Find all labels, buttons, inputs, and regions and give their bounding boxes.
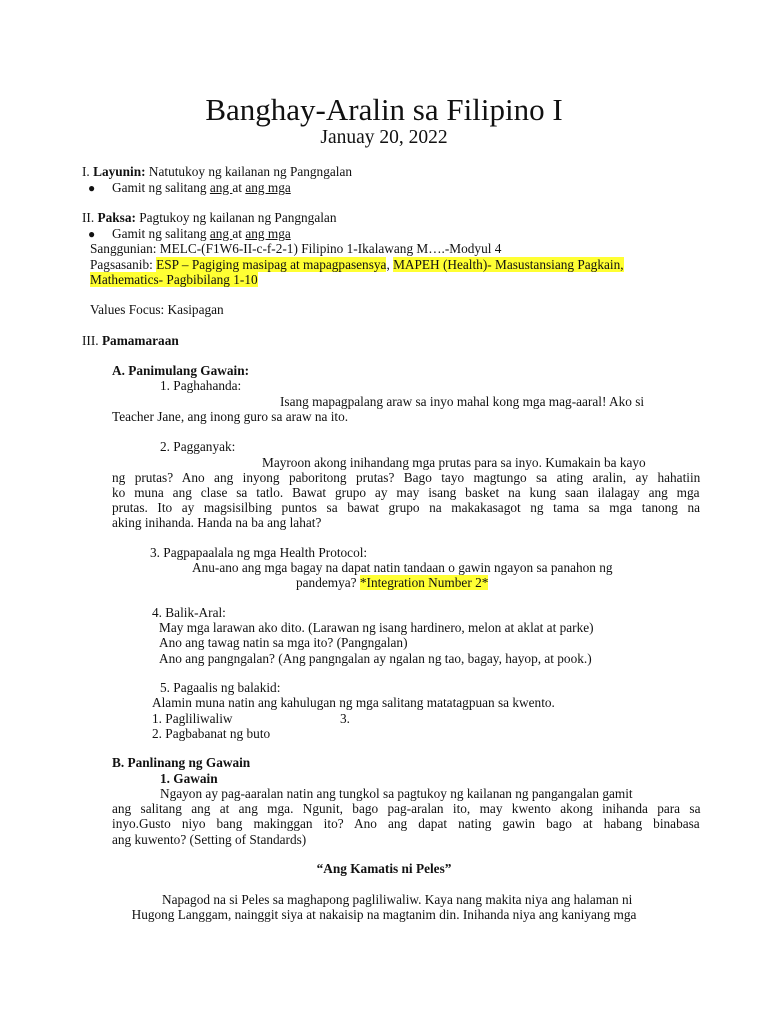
paghahanda-line-2: Teacher Jane, ang inong guro sa araw na ito. xyxy=(112,409,349,424)
paksa-label: Paksa: xyxy=(97,210,136,225)
panimulang-heading xyxy=(112,363,249,378)
balik-label: 4. Balik-Aral: xyxy=(152,605,226,620)
underlined-ang: ang xyxy=(209,226,233,241)
heading-text: A. Panimulang Gawain: xyxy=(112,363,250,378)
values-focus: Values Focus: Kasipagan xyxy=(90,302,224,317)
highlight-integration: *Integration Number 2* xyxy=(359,575,489,590)
pagganyak-line-3: ko muna ang clase sa tatlo. Bawat grupo ay may isang basket na kung saan ilalagay ang mga xyxy=(112,485,700,500)
pagaalis-item-3: 3. xyxy=(340,711,350,726)
pagaalis-item-2: 2. Pagbabanat ng buto xyxy=(152,726,271,741)
gawain-label-text: 1. Gawain xyxy=(160,771,218,786)
pamamaraan-label: Pamamaraan xyxy=(101,333,179,348)
pagganyak-line-2: ng prutas? Ano ang inyong paboritong prutas? Bago tayo magtungo sa ating aralin, ay hahatiin xyxy=(112,470,701,485)
pagaalis-line-1: Alamin muna natin ang kahulugan ng mga salitang matatagpuan sa kwento. xyxy=(152,695,555,710)
health-label: 3. Pagpapaalala ng mga Health Protocol: xyxy=(150,545,368,560)
pagganyak-label: 2. Pagganyak: xyxy=(160,439,236,454)
pagganyak-line-5: aking inihanda. Handa na ba ang lahat? xyxy=(112,515,322,530)
story-line-2: Hugong Langgam, nainggit siya at nakaisip na magtanim din. Inihanda niya ang kaniyang mga xyxy=(131,907,637,922)
bullet-icon: ● xyxy=(88,227,96,241)
bullet-text: Gamit ng salitang xyxy=(112,226,210,241)
highlight-mapeh: MAPEH (Health)- Masustansiang Pagkain, xyxy=(393,257,624,272)
layunin-label: Layunin: xyxy=(93,164,146,179)
pagsasanib-label: Pagsasanib: xyxy=(90,257,157,272)
pagganyak-line-4: prutas. Ito ay magsisilbing puntos sa bawat grupo na makakasagot ng tama sa mga tanong na xyxy=(112,500,701,515)
bullet-text: Gamit ng salitang xyxy=(112,180,210,195)
pagaalis-item-1: 1. Pagliliwaliw xyxy=(152,711,233,726)
underlined-ang: ang xyxy=(209,180,233,195)
section-number: II. xyxy=(82,210,98,225)
gawain-line-4: ang kuwento? (Setting of Standards) xyxy=(112,832,307,847)
gawain-line-1: Ngayon ay pag-aaralan natin ang tungkol sa pagtukoy ng kailanan ng pangangalan gamit xyxy=(160,786,633,801)
balik-line-3: Ano ang pangngalan? (Ang pangngalan ay ngalan ng tao, bagay, hayop, at pook.) xyxy=(159,651,592,666)
balik-line-1: May mga larawan ako dito. (Larawan ng isang hardinero, melon at aklat at parke) xyxy=(159,620,594,635)
layunin-bullet xyxy=(112,180,291,195)
pagaalis-label: 5. Pagaalis ng balakid: xyxy=(160,680,281,695)
gawain-line-2: ang salitang ang at ang mga. Ngunit, bago pag-aralan ito, may kwento akong inihanda para sa xyxy=(112,801,701,816)
pamamaraan-line xyxy=(82,333,179,348)
balik-line-2: Ano ang tawag natin sa mga ito? (Pangngalan) xyxy=(159,635,408,650)
gawain-label xyxy=(160,771,218,786)
underlined-ang-mga: ang mga xyxy=(245,180,291,195)
paghahanda-line-1: Isang mapagpalang araw sa inyo mahal kong mga mag-aaral! Ako si xyxy=(280,394,645,409)
section-number: I. xyxy=(82,164,94,179)
layunin-text: Natutukoy ng kailanan ng Pangngalan xyxy=(145,164,352,179)
bullet-text-mid: at xyxy=(232,180,246,195)
heading-text: B. Panlinang ng Gawain xyxy=(112,755,251,770)
pagsasanib-line xyxy=(90,257,624,272)
section-number: III. xyxy=(82,333,102,348)
story-line-1: Napagod na si Peles sa maghapong pagliliwaliw. Kaya nang makita niya ang halaman ni xyxy=(162,892,633,907)
health-line-1: Anu-ano ang mga bagay na dapat natin tandaan o gawin ngayon sa panahon ng xyxy=(192,560,613,575)
story-title xyxy=(0,861,768,876)
paksa-bullet xyxy=(112,226,291,241)
paksa-text: Pagtukoy ng kailanan ng Pangngalan xyxy=(135,210,337,225)
sanggunian-line: Sanggunian: MELC-(F1W6-II-c-f-2-1) Filipino 1-Ikalawang M….-Modyul 4 xyxy=(90,241,502,256)
story-title-text: “Ang Kamatis ni Peles” xyxy=(316,861,452,876)
health-text: pandemya? xyxy=(296,575,360,590)
document-title: Banghay-Aralin sa Filipino I xyxy=(205,92,563,127)
layunin-line xyxy=(82,164,352,179)
document-date: Januay 20, 2022 xyxy=(320,127,448,148)
highlight-esp: ESP – Pagiging masipag at mapagpasensya xyxy=(156,257,387,272)
panlinang-heading xyxy=(112,755,250,770)
pagsasanib-line-2 xyxy=(90,272,258,287)
health-line-2 xyxy=(296,575,488,590)
pagganyak-line-1: Mayroon akong inihandang mga prutas para sa inyo. Kumakain ba kayo xyxy=(262,455,646,470)
bullet-text-mid: at xyxy=(232,226,246,241)
gawain-line-3: inyo.Gusto niyo bang makinggan ito? Ano ang dapat nating gawin bago at habang binabasa xyxy=(112,816,700,831)
highlight-math: Mathematics- Pagbibilang 1-10 xyxy=(90,272,258,287)
separator: , xyxy=(386,257,394,272)
underlined-ang-mga: ang mga xyxy=(245,226,291,241)
paksa-line xyxy=(82,210,336,225)
bullet-icon: ● xyxy=(88,181,96,195)
paghahanda-label: 1. Paghahanda: xyxy=(160,378,242,393)
